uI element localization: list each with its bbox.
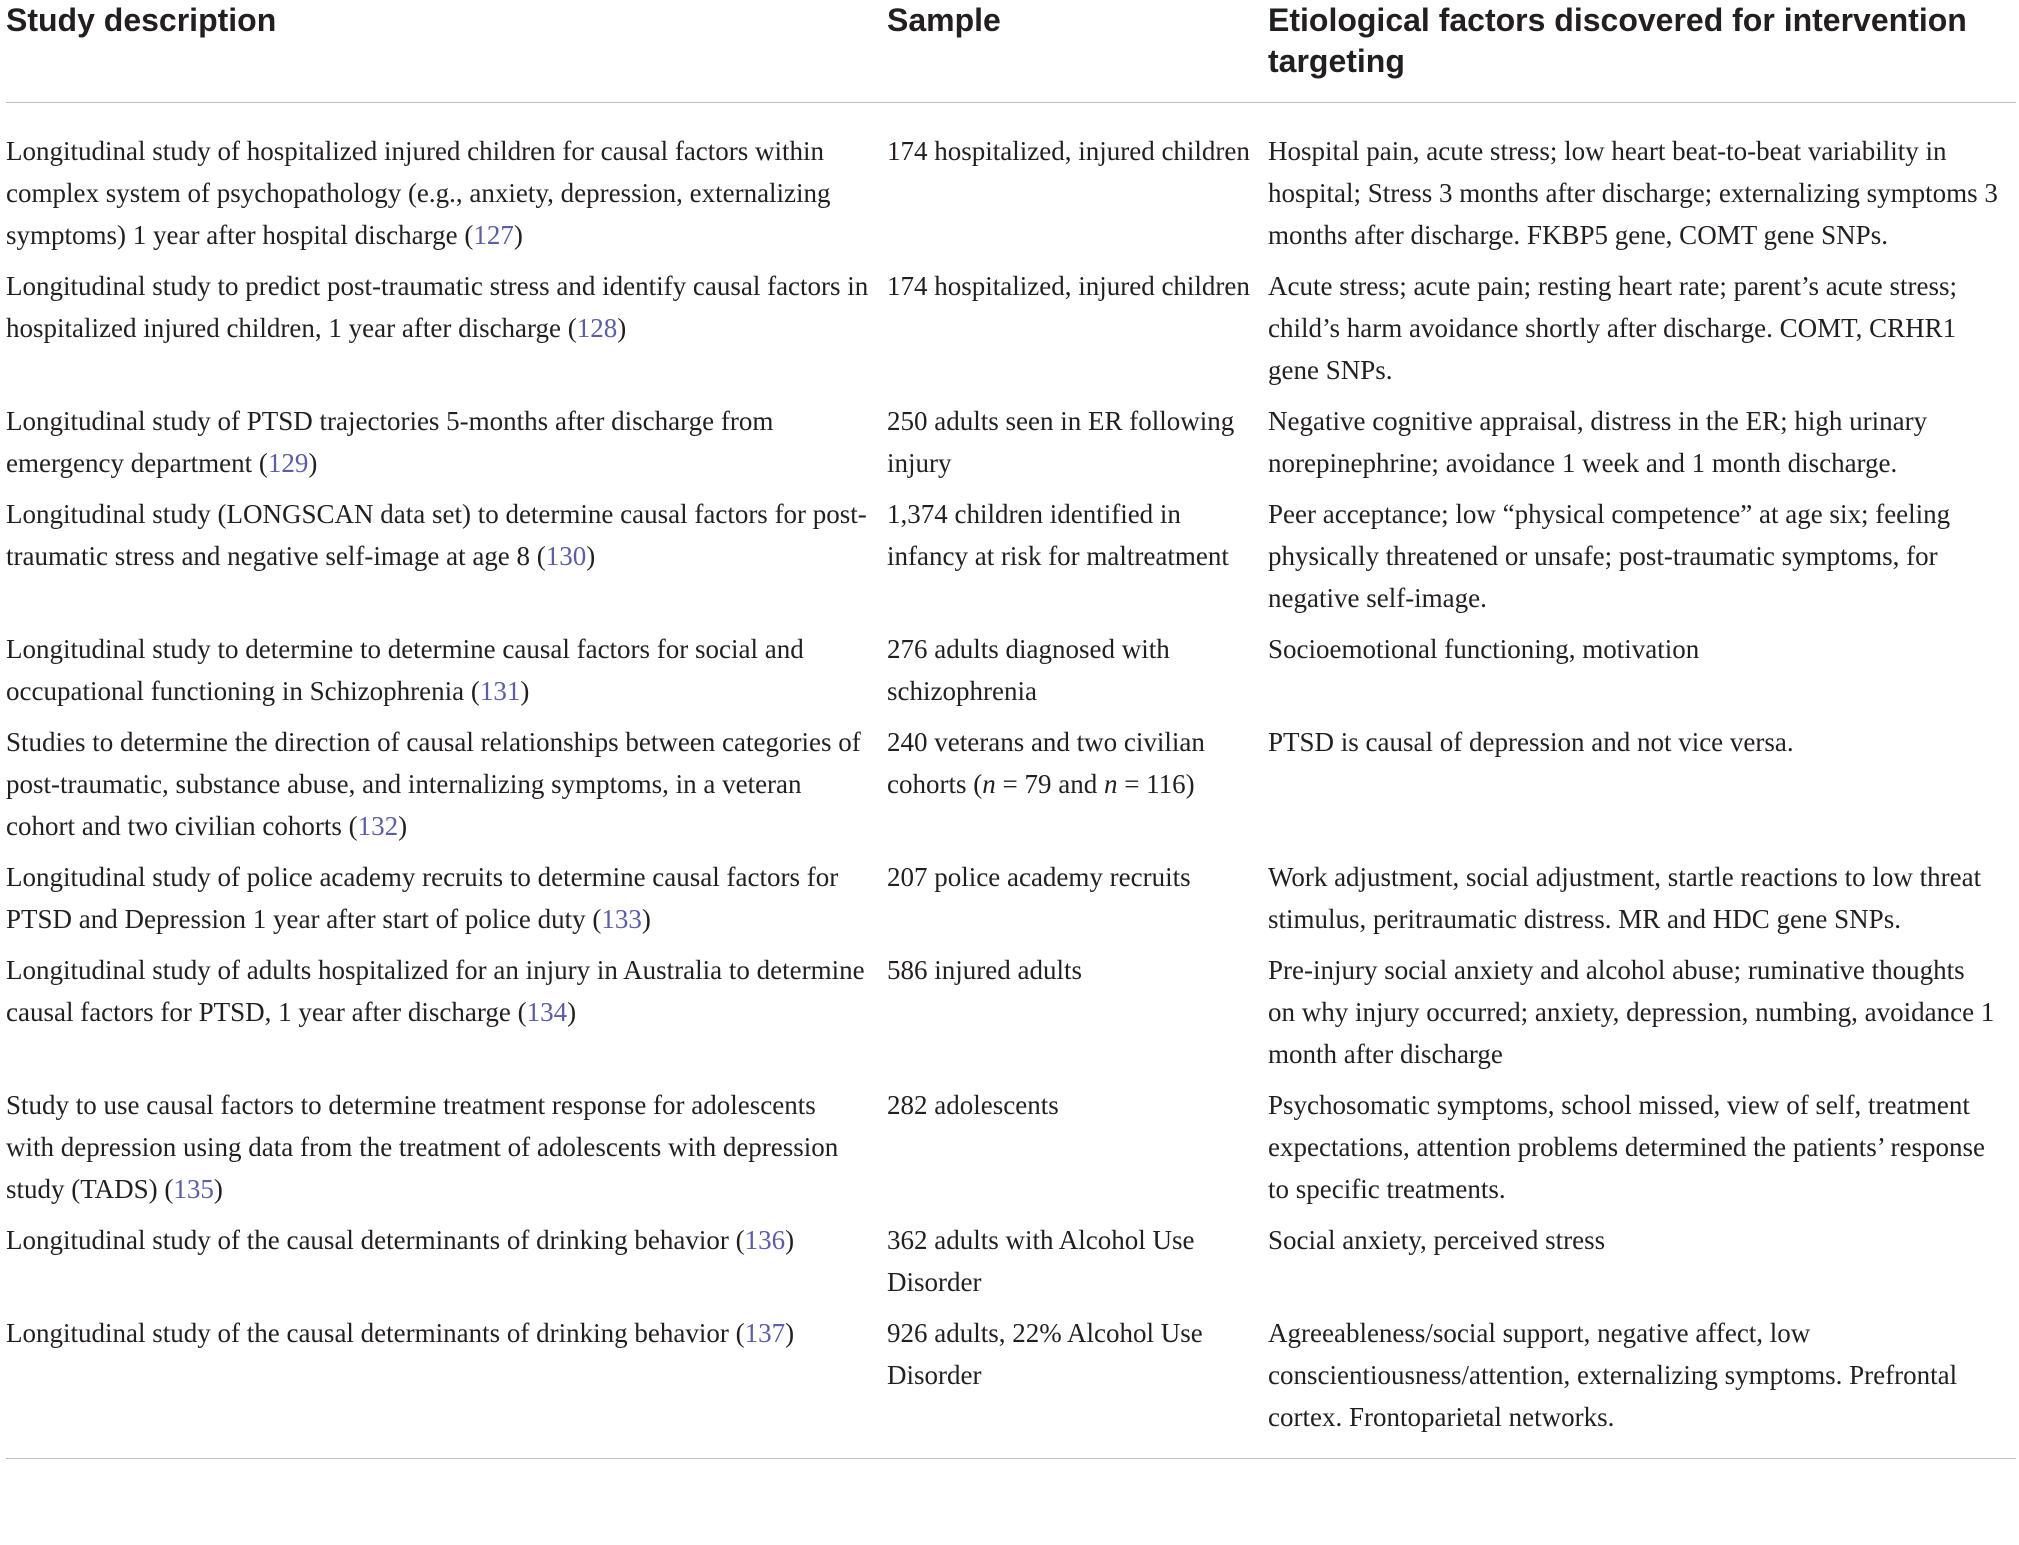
study-cell: Longitudinal study to determine to determine causal factors for social and occupational functioning in Schizophrenia (131) xyxy=(6,634,804,706)
sample-cell: 207 police academy recruits xyxy=(887,862,1191,892)
sample-text: = 79 and xyxy=(995,769,1104,799)
sample-n-variable: n xyxy=(1103,769,1118,799)
study-cell: Longitudinal study of PTSD trajectories 5-months after discharge from emergency department (129) xyxy=(6,406,774,478)
table-row xyxy=(6,856,2016,949)
factors-cell: Negative cognitive appraisal, distress in the ER; high urinary norepinephrine; avoidance 1 week and 1 month discharge. xyxy=(1268,406,1928,478)
study-cell: Longitudinal study of hospitalized injured children for causal factors within complex system of psychopathology (e.g., anxiety, depression, externalizing symptoms) 1 year after hospital discharge (127) xyxy=(6,136,831,250)
factors-cell: Pre-injury social anxiety and alcohol abuse; ruminative thoughts on why injury occurred; anxiety, depression, numbing, avoidance 1 month after discharge xyxy=(1268,955,1995,1069)
study-text: Longitudinal study of police academy recruits to determine causal factors for PTSD and Depression 1 year after start of police duty xyxy=(6,862,839,934)
table-row xyxy=(6,721,2016,856)
factors-cell: Social anxiety, perceived stress xyxy=(1268,1225,1606,1255)
factors-cell: Work adjustment, social adjustment, startle reactions to low threat stimulus, peritraumatic distress. MR and HDC gene SNPs. xyxy=(1268,862,1982,934)
study-cell: Longitudinal study of police academy recruits to determine causal factors for PTSD and Depression 1 year after start of police duty (133) xyxy=(6,862,839,934)
study-cell: Longitudinal study of adults hospitalized for an injury in Australia to determine causal factors for PTSD, 1 year after discharge (134) xyxy=(6,955,865,1027)
table-row xyxy=(6,400,2016,493)
header-sample: Sample xyxy=(887,0,1268,103)
table-row xyxy=(6,1219,2016,1312)
sample-cell: 174 hospitalized, injured children xyxy=(887,136,1250,166)
study-text: Longitudinal study of the causal determinants of drinking behavior xyxy=(6,1225,729,1255)
table-row xyxy=(6,949,2016,1084)
study-text: Longitudinal study to determine to determine causal factors for social and occupational functioning in Schizophrenia xyxy=(6,634,804,706)
studies-table xyxy=(6,0,2016,1459)
reference-link[interactable]: 130 xyxy=(545,541,587,571)
sample-cell: 282 adolescents xyxy=(887,1090,1059,1120)
reference-link[interactable]: 132 xyxy=(357,811,399,841)
header-study-description: Study description xyxy=(6,0,887,103)
study-cell: Study to use causal factors to determine treatment response for adolescents with depression using data from the treatment of adolescents with depression study (TADS) (135) xyxy=(6,1090,839,1204)
study-cell: Studies to determine the direction of causal relationships between categories of post-traumatic, substance abuse, and internalizing symptoms, in a veteran cohort and two civilian cohorts (132) xyxy=(6,727,861,841)
factors-cell: Socioemotional functioning, motivation xyxy=(1268,634,1700,664)
factors-cell: Agreeableness/social support, negative affect, low conscientiousness/attention, externalizing symptoms. Prefrontal cortex. Frontoparietal networks. xyxy=(1268,1312,2016,1459)
table-row xyxy=(6,1084,2016,1219)
table-row xyxy=(6,103,2016,266)
reference-link[interactable]: 137 xyxy=(744,1318,786,1348)
study-cell: Longitudinal study of the causal determinants of drinking behavior (136) xyxy=(6,1225,795,1255)
study-text: Longitudinal study of hospitalized injured children for causal factors within complex system of psychopathology (e.g., anxiety, depression, externalizing symptoms) 1 year after hospital discharge xyxy=(6,136,831,250)
reference-link[interactable]: 131 xyxy=(479,676,521,706)
sample-text: = 116) xyxy=(1117,769,1195,799)
reference-link[interactable]: 135 xyxy=(173,1174,214,1204)
factors-cell: Peer acceptance; low “physical competence” at age six; feeling physically threatened or unsafe; post-traumatic symptoms, for negative self-image. xyxy=(1268,499,1951,613)
sample-cell: 276 adults diagnosed with schizophrenia xyxy=(887,634,1170,706)
sample-cell xyxy=(887,721,1268,856)
sample-cell: 1,374 children identified in infancy at risk for maltreatment xyxy=(887,499,1229,571)
sample-cell: 250 adults seen in ER following injury xyxy=(887,406,1235,478)
reference-link[interactable]: 133 xyxy=(601,904,642,934)
sample-n-variable: n xyxy=(982,769,996,799)
study-text: Longitudinal study of the causal determinants of drinking behavior xyxy=(6,1318,729,1348)
sample-text: 240 veterans and two civilian cohorts ( xyxy=(887,727,1205,799)
table-row xyxy=(6,493,2016,628)
study-text: Longitudinal study to predict post-traumatic stress and identify causal factors in hospitalized injured children, 1 year after discharge xyxy=(6,271,869,343)
sample-cell: 362 adults with Alcohol Use Disorder xyxy=(887,1225,1195,1297)
table-row xyxy=(6,265,2016,400)
table-header xyxy=(6,0,2016,103)
header-row xyxy=(6,0,2016,103)
factors-cell: PTSD is causal of depression and not vice versa. xyxy=(1268,727,1794,757)
reference-link[interactable]: 129 xyxy=(267,448,309,478)
sample-cell: 926 adults, 22% Alcohol Use Disorder xyxy=(887,1312,1268,1459)
study-text: Longitudinal study of PTSD trajectories 5-months after discharge from emergency department xyxy=(6,406,774,478)
table-row xyxy=(6,628,2016,721)
reference-link[interactable]: 128 xyxy=(576,313,618,343)
reference-link[interactable]: 136 xyxy=(744,1225,786,1255)
study-text: Longitudinal study (LONGSCAN data set) to determine causal factors for post-traumatic stress and negative self-image at age 8 xyxy=(6,499,867,571)
factors-cell: Psychosomatic symptoms, school missed, view of self, treatment expectations, attention problems determined the patients’ response to specific treatments. xyxy=(1268,1090,1986,1204)
study-cell: Longitudinal study (LONGSCAN data set) to determine causal factors for post-traumatic stress and negative self-image at age 8 (130) xyxy=(6,499,867,571)
factors-cell: Acute stress; acute pain; resting heart rate; parent’s acute stress; child’s harm avoidance shortly after discharge. COMT, CRHR1 gene SNPs. xyxy=(1268,271,1957,385)
study-text: Study to use causal factors to determine treatment response for adolescents with depression using data from the treatment of adolescents with depression study (TADS) xyxy=(6,1090,839,1204)
reference-link[interactable]: 134 xyxy=(526,997,568,1027)
study-cell: Longitudinal study of the causal determinants of drinking behavior (137) xyxy=(6,1312,887,1459)
reference-link[interactable]: 127 xyxy=(473,220,514,250)
study-text: Longitudinal study of adults hospitalized for an injury in Australia to determine causal factors for PTSD, 1 year after discharge xyxy=(6,955,865,1027)
sample-cell: 174 hospitalized, injured children xyxy=(887,271,1250,301)
factors-cell: Hospital pain, acute stress; low heart beat-to-beat variability in hospital; Stress 3 months after discharge; externalizing symptoms 3 months after discharge. FKBP5 gene, COMT gene SNPs. xyxy=(1268,136,1998,250)
table-body xyxy=(6,103,2016,1459)
study-cell: Longitudinal study to predict post-traumatic stress and identify causal factors in hospitalized injured children, 1 year after discharge (128) xyxy=(6,271,869,343)
study-text: Studies to determine the direction of causal relationships between categories of post-traumatic, substance abuse, and internalizing symptoms, in a veteran cohort and two civilian cohorts xyxy=(6,727,861,841)
sample-cell: 586 injured adults xyxy=(887,955,1082,985)
header-etiological-factors: Etiological factors discovered for intervention targeting xyxy=(1268,0,2016,103)
studies-table-container xyxy=(6,0,2016,1459)
table-row xyxy=(6,1312,2016,1459)
